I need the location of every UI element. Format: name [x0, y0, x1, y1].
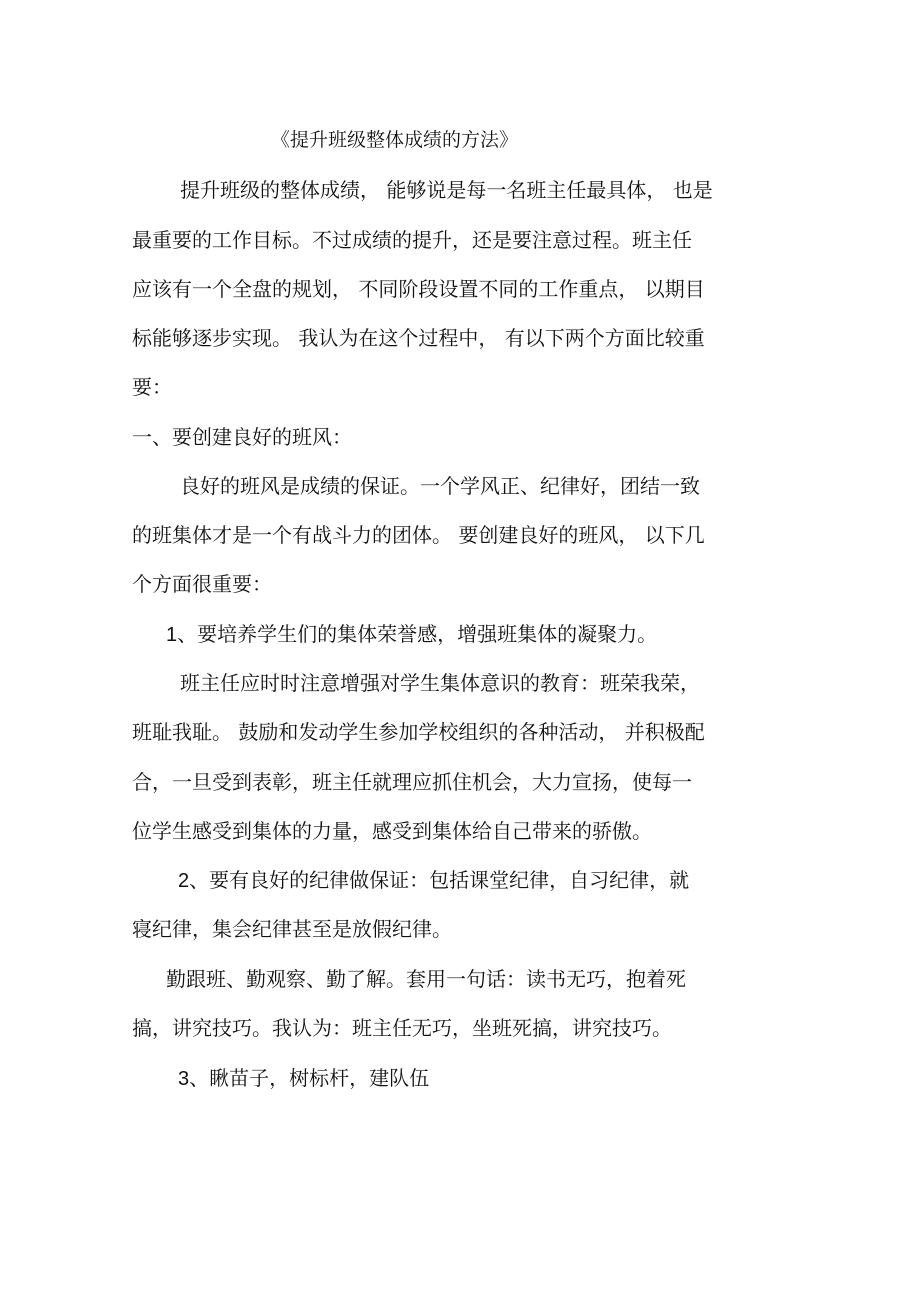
item-3-text: 、瞅苗子，树标杆，建队伍 [189, 1066, 430, 1090]
item-1-para-line-3: 合，一旦受到表彰，班主任就理应抓住机会，大力宣扬，使每一 [132, 770, 692, 794]
intro-line-5: 要： [132, 375, 172, 399]
item-3-number: 3 [178, 1068, 190, 1090]
section-1-para-line-2: 的班集体才是一个有战斗力的团体。 要创建良好的班风， 以下几 [132, 523, 705, 547]
item-2-number: 2 [178, 870, 190, 892]
item-2-heading-line-2: 寝纪律，集会纪律甚至是放假纪律。 [132, 917, 452, 941]
item-2-para-line-2: 搞，讲究技巧。我认为：班主任无巧，坐班死搞，讲究技巧。 [132, 1016, 672, 1040]
intro-line-1: 提升班级的整体成绩， 能够说是每一名班主任最具体， 也是 [180, 178, 713, 202]
section-1-para-line-3: 个方面很重要： [132, 572, 272, 596]
section-1-para-line-1: 良好的班风是成绩的保证。一个学风正、纪律好，团结一致 [180, 474, 700, 498]
item-1-para-line-4: 位学生感受到集体的力量，感受到集体给自己带来的骄傲。 [132, 819, 652, 843]
intro-line-4: 标能够逐步实现。 我认为在这个过程中， 有以下两个方面比较重 [132, 326, 705, 350]
document-title: 《提升班级整体成绩的方法》 [271, 129, 519, 151]
intro-line-2: 最重要的工作目标。不过成绩的提升，还是要注意过程。班主任 [132, 228, 692, 252]
item-3-heading [178, 1065, 429, 1092]
item-2-heading [178, 867, 689, 894]
item-2-text: 、要有良好的纪律做保证：包括课堂纪律，自习纪律，就 [189, 868, 690, 892]
item-1-para-line-2: 班耻我耻。 鼓励和发动学生参加学校组织的各种活动， 并积极配 [132, 720, 705, 744]
item-1-text: 、要培养学生们的集体荣誉感，增强班集体的凝聚力。 [177, 622, 658, 646]
intro-line-3: 应该有一个全盘的规划， 不同阶段设置不同的工作重点， 以期目 [132, 277, 705, 301]
item-2-para-line-1: 勤跟班、勤观察、勤了解。套用一句话：读书无巧，抱着死 [166, 967, 686, 991]
section-1-heading: 一、要创建良好的班风： [132, 425, 352, 449]
item-1-heading [166, 621, 657, 648]
item-1-para-line-1: 班主任应时时注意增强对学生集体意识的教育：班荣我荣， [180, 671, 700, 695]
item-1-number: 1 [166, 624, 178, 646]
